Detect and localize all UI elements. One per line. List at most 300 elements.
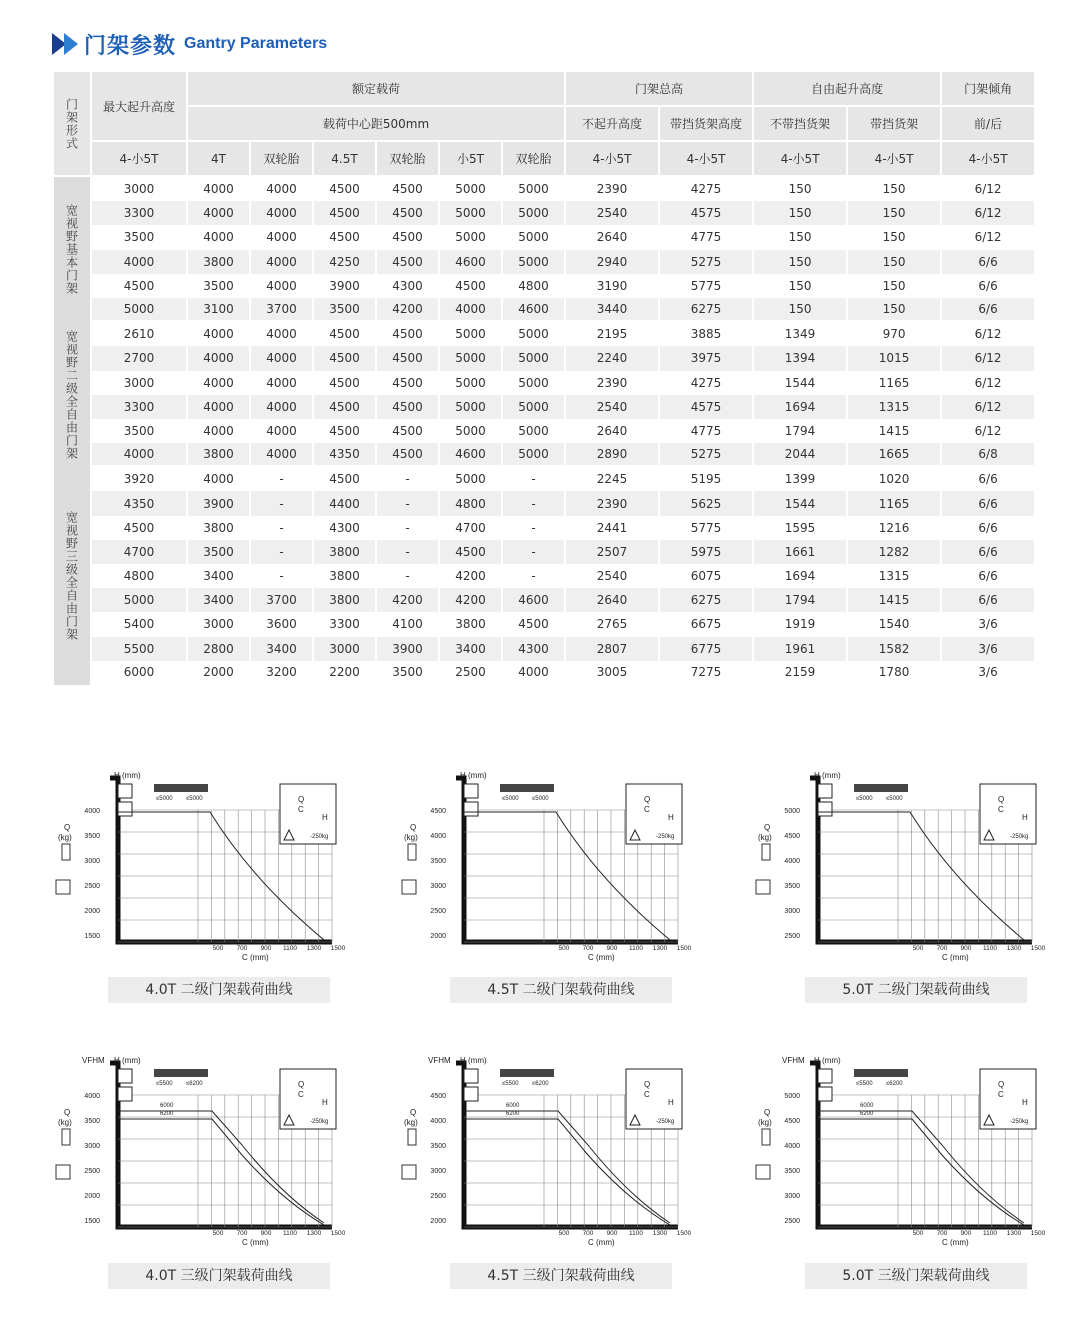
table-cell: 4500 [392,327,423,342]
c-label: C (mm) [588,1238,615,1247]
table-cell: 2245 [596,472,628,487]
inset-h: H [322,1098,328,1107]
table-row [54,346,1034,370]
table-cell: 4350 [314,443,375,467]
table-cell: 1349 [784,327,816,342]
table-cell: 1582 [848,637,940,661]
table-cell: 3/6 [942,637,1034,661]
table-cell: 4500 [123,278,155,293]
inset-h: H [668,1098,674,1107]
table-cell: 4800 [123,569,155,584]
mast-height-label: 6000 [160,1103,174,1109]
table-cell: 4500 [518,617,549,632]
table-cell: 5000 [440,346,501,370]
h-label: H (mm) [460,771,487,780]
subheader-cell: 4-小5T [942,142,1034,177]
table-cell: 4500 [392,423,423,438]
x-tick-label: 1100 [983,1230,997,1237]
q-arrow-icon [762,844,770,860]
y-tick-label: 4500 [430,1093,446,1100]
table-cell: 1961 [754,637,846,661]
height-limit-1: ≤5000 [156,796,173,802]
load-box-icon [56,1165,70,1179]
inset-q: Q [298,795,305,804]
table-cell: 1780 [848,661,940,685]
x-tick-label: 1500 [330,945,346,952]
table-cell: 4500 [123,520,155,535]
x-tick-label: 1500 [676,1230,692,1237]
table-cell: 6/6 [942,250,1034,274]
table-cell: 5000 [455,423,486,438]
table-cell: 5000 [92,588,186,612]
table-cell: 4600 [503,298,564,322]
table-cell: 150 [754,298,846,322]
table-cell: 3100 [188,298,249,322]
load-box-icon [118,802,132,816]
table-cell: - [279,520,284,535]
c-label: C (mm) [588,953,615,962]
table-cell: 3885 [690,327,722,342]
table-cell: 6075 [690,569,722,584]
y-tick-label: 4000 [430,1118,446,1125]
table-row [54,419,1034,443]
header-rated-load: 额定载荷 [188,72,564,107]
table-cell: 3600 [266,617,297,632]
table-cell: 5195 [690,472,722,487]
double-chevron-icon [52,33,76,55]
page-subtitle: Gantry Parameters [184,35,328,52]
inset-warning: -250kg [656,834,675,840]
table-cell: 150 [788,278,812,293]
load-curve-svg [398,770,698,970]
table-cell: 3200 [251,661,312,685]
table-cell: 5000 [455,327,486,342]
table-cell: 4000 [266,423,297,438]
table-cell: 4500 [329,230,360,245]
table-cell: 5775 [690,278,722,293]
table-row [54,661,1034,685]
table-row [54,540,1034,564]
y-tick-label: 3000 [84,858,100,865]
table-cell: 3800 [188,250,249,274]
table-cell: 3190 [596,278,628,293]
gantry-parameter-table [52,72,1036,685]
y-tick-label: 3500 [84,1118,100,1125]
table-cell: 3900 [377,637,438,661]
load-box-icon [464,1069,478,1083]
table-cell: 5000 [503,346,564,370]
table-cell: 2195 [596,327,628,342]
x-tick-label: 500 [558,1230,570,1237]
inset-h: H [1022,813,1028,822]
table-cell: 2640 [566,588,658,612]
table-cell: 4000 [188,346,249,370]
table-cell: 4500 [329,375,360,390]
header-tilt-sub: 前/后 [942,107,1034,142]
height-limit-1: ≤5000 [856,796,873,802]
section-header [52,26,327,62]
x-tick-label: 900 [960,1230,972,1237]
table-row [54,395,1034,419]
table-cell: 6/8 [942,443,1034,467]
table-cell: 3500 [123,423,155,438]
y-tick-label: 5000 [784,1093,800,1100]
table-cell: 1540 [878,617,910,632]
header-mast-type: 门架形式 [54,72,90,177]
y-tick-label: 4500 [430,808,446,815]
table-cell: 3800 [455,617,486,632]
table-cell: - [503,540,564,564]
inset-warning: -250kg [1010,834,1029,840]
y-tick-label: 3500 [430,858,446,865]
table-cell: 3300 [329,617,360,632]
h-label: H (mm) [814,1056,841,1065]
table-cell: 5000 [455,182,486,197]
table-cell: 4000 [251,346,312,370]
y-tick-label: 3000 [784,908,800,915]
table-cell: 150 [788,230,812,245]
load-curve-svg [52,770,352,970]
height-limit-2: ≤5000 [886,796,903,802]
y-tick-label: 2500 [784,933,800,940]
y-tick-label: 2500 [784,1218,800,1225]
table-cell: 4300 [329,520,360,535]
table-cell: - [279,472,284,487]
table-cell: 3900 [188,491,249,515]
table-cell: 1415 [848,588,940,612]
x-tick-label: 700 [936,1230,948,1237]
table-cell: 4000 [503,661,564,685]
table-cell: 2507 [566,540,658,564]
height-limit-2: ≤5000 [532,796,549,802]
q-arrow-icon [408,844,416,860]
table-cell: 4500 [329,327,360,342]
table-cell: 3/6 [978,617,998,632]
table-cell: 150 [848,250,940,274]
inset-warning: -250kg [310,834,329,840]
table-cell: 4000 [251,443,312,467]
table-cell: 6/6 [978,278,998,293]
y-tick-label: 4000 [84,808,100,815]
table-cell: 1661 [754,540,846,564]
x-tick-label: 900 [260,945,272,952]
table-cell: 4775 [690,230,722,245]
table-cell: 2807 [566,637,658,661]
load-curve-chart [398,770,698,974]
table-cell: 4000 [203,327,234,342]
table-cell: 4500 [329,472,360,487]
q-unit-label: (kg) [58,833,72,842]
y-tick-label: 2000 [430,1218,446,1225]
table-cell: 1315 [878,569,910,584]
table-cell: 7275 [660,661,752,685]
table-cell: 6/12 [974,423,1002,438]
table-cell: - [377,540,438,564]
table-cell: 3000 [123,375,155,390]
table-cell: 4500 [329,182,360,197]
subheader-cell: 双轮胎 [251,142,312,177]
table-cell: 3975 [660,346,752,370]
y-tick-label: 2500 [84,883,100,890]
inset-h: H [1022,1098,1028,1107]
table-cell: 4000 [266,182,297,197]
table-cell: 3500 [123,230,155,245]
table-cell: 3900 [329,278,360,293]
x-tick-label: 1100 [283,1230,297,1237]
x-tick-label: 900 [606,1230,618,1237]
table-cell: 2159 [754,661,846,685]
table-cell: 4500 [377,250,438,274]
table-cell: 1794 [754,588,846,612]
vfhm-label: VFHM [428,1056,451,1065]
y-tick-label: 2000 [84,908,100,915]
table-cell: 150 [754,201,846,225]
table-cell: 4000 [203,182,234,197]
table-cell: - [251,491,312,515]
y-tick-label: 4000 [430,833,446,840]
subheader-cell: 双轮胎 [503,142,564,177]
x-tick-label: 900 [960,945,972,952]
x-tick-label: 1500 [1030,1230,1046,1237]
mast-height-label: 6000 [506,1103,520,1109]
table-cell: 150 [848,201,940,225]
table-row [54,177,1034,201]
table-cell: 4500 [377,201,438,225]
height-limit-1: ≤5500 [156,1081,173,1087]
table-cell: 1015 [848,346,940,370]
table-cell: 6275 [660,298,752,322]
table-cell: 6/12 [942,395,1034,419]
table-cell: 1216 [878,520,910,535]
header-extended: 带挡货架高度 [660,107,752,142]
table-cell: 3800 [314,588,375,612]
table-cell: 3800 [188,443,249,467]
table-cell: 5000 [455,375,486,390]
table-cell: 6/6 [978,569,998,584]
x-tick-label: 1300 [1006,945,1022,952]
y-tick-label: 4000 [784,1143,800,1150]
table-cell: 6/12 [974,182,1002,197]
q-label: Q [764,1108,771,1117]
load-curve-line [464,1119,670,1225]
load-curve-chart [52,1055,352,1259]
chart-caption: 4.5T 二级门架载荷曲线 [450,977,672,1003]
x-tick-label: 1100 [629,1230,643,1237]
load-box-icon [756,880,770,894]
table-cell: 3400 [203,569,234,584]
table-cell: 4300 [392,278,423,293]
x-tick-label: 1300 [306,945,322,952]
table-cell: 4400 [314,491,375,515]
c-label: C (mm) [942,1238,969,1247]
load-box-icon [818,1087,832,1101]
inset-h: H [668,813,674,822]
x-tick-label: 1500 [676,945,692,952]
page-title: 门架参数 [84,33,177,59]
table-cell: 5000 [503,250,564,274]
table-cell: 4500 [314,201,375,225]
q-arrow-icon [62,1129,70,1145]
table-cell: 3800 [203,520,234,535]
table-cell: 3400 [251,637,312,661]
inset-c: C [298,1090,304,1099]
table-cell: 1665 [848,443,940,467]
table-cell: 4200 [377,588,438,612]
table-cell: 6675 [690,617,722,632]
load-box-icon [464,802,478,816]
y-tick-label: 4000 [84,1093,100,1100]
height-limit-2: ≤6200 [186,1081,203,1087]
table-cell: 6/6 [978,472,998,487]
table-cell: 2390 [566,491,658,515]
c-label: C (mm) [242,953,269,962]
table-cell: 4000 [266,327,297,342]
table-cell: 4000 [203,472,234,487]
table-cell: 5000 [518,327,549,342]
table-cell: 6000 [92,661,186,685]
table-row [54,274,1034,298]
table-cell: 5775 [690,520,722,535]
y-tick-label: 3500 [84,833,100,840]
table-cell: 3700 [251,298,312,322]
x-tick-label: 1300 [306,1230,322,1237]
table-cell: 5275 [660,443,752,467]
tire-icon [500,784,554,792]
load-curve-svg [752,1055,1052,1255]
table-cell: 5000 [503,201,564,225]
table-cell: 4000 [203,423,234,438]
subheader-cell: 4.5T [314,142,375,177]
table-cell: 5275 [660,250,752,274]
table-row [54,467,1034,491]
table-cell: 1394 [754,346,846,370]
y-tick-label: 3500 [784,883,800,890]
chart-caption: 4.5T 三级门架载荷曲线 [450,1263,672,1289]
table-cell: 6/12 [942,201,1034,225]
table-cell: 3000 [203,617,234,632]
mast-height-label: 6200 [506,1111,520,1117]
q-arrow-icon [62,844,70,860]
table-cell: 5000 [503,395,564,419]
table-cell: 150 [788,182,812,197]
table-cell: 4200 [377,298,438,322]
load-box-icon [464,784,478,798]
table-cell: 1919 [784,617,816,632]
table-row [54,612,1034,636]
load-box-icon [118,784,132,798]
load-curve-chart [398,1055,698,1259]
header-max-lift: 最大起升高度 [92,72,186,142]
height-limit-2: ≤6200 [886,1081,903,1087]
tire-icon [854,1069,908,1077]
header-overall-height: 门架总高 [566,72,752,107]
table-cell: - [531,472,536,487]
group-label: 宽视野二级全自由门架 [54,322,90,467]
table-cell: 5000 [92,298,186,322]
q-label: Q [64,1108,71,1117]
y-tick-label: 1500 [84,1218,100,1225]
x-tick-label: 1100 [983,945,997,952]
subheader-cell: 4-小5T [848,142,940,177]
h-label: H (mm) [114,771,141,780]
x-tick-label: 700 [236,945,248,952]
x-tick-label: 1100 [629,945,643,952]
table-cell: 6275 [660,588,752,612]
inset-warning: -250kg [656,1119,675,1125]
table-cell: - [377,491,438,515]
table-cell: 4500 [314,395,375,419]
table-cell: 6/6 [942,298,1034,322]
table-cell: 4275 [690,182,722,197]
load-box-icon [464,1087,478,1101]
table-cell: 1544 [784,375,816,390]
load-box-icon [56,880,70,894]
table-cell: 3500 [377,661,438,685]
table-cell: 4350 [92,491,186,515]
load-box-icon [818,1069,832,1083]
table-cell: 4500 [314,346,375,370]
inset-h: H [322,813,328,822]
table-cell: - [251,540,312,564]
table-row [54,225,1034,249]
load-curve-line [818,1119,1024,1225]
table-cell: 4775 [690,423,722,438]
load-box-icon [118,1087,132,1101]
tire-icon [154,1069,208,1077]
table-cell: 3500 [203,278,234,293]
x-tick-label: 500 [212,1230,224,1237]
table-cell: 4600 [440,250,501,274]
table-cell: 1415 [878,423,910,438]
table-row [54,637,1034,661]
c-label: C (mm) [242,1238,269,1247]
table-cell: 4700 [455,520,486,535]
table-cell: 3300 [92,201,186,225]
load-curve-line [118,1119,324,1225]
y-tick-label: 5000 [784,808,800,815]
tire-icon [854,784,908,792]
table-cell: 2000 [188,661,249,685]
table-cell: 2610 [123,327,155,342]
table-cell: 1694 [754,395,846,419]
height-limit-2: ≤6200 [532,1081,549,1087]
y-tick-label: 4500 [784,833,800,840]
table-cell: 5500 [92,637,186,661]
table-cell: - [405,569,410,584]
subheader-cell: 4-小5T [566,142,658,177]
table-cell: 4000 [266,278,297,293]
inset-c: C [644,1090,650,1099]
table-cell: 6/12 [942,346,1034,370]
subheader-cell: 4-小5T [92,142,186,177]
y-tick-label: 3500 [784,1168,800,1175]
table-cell: 150 [754,250,846,274]
table-cell: 2390 [596,182,628,197]
table-cell: 6/6 [942,588,1034,612]
table-cell: 4000 [251,201,312,225]
table-cell: 3500 [188,540,249,564]
table-cell: 6/6 [978,520,998,535]
table-cell: 4500 [377,443,438,467]
mast-height-label: 6000 [860,1103,874,1109]
height-limit-2: ≤5000 [186,796,203,802]
table-cell: 4000 [92,443,186,467]
mast-height-label: 6200 [160,1111,174,1117]
table-cell: 970 [882,327,906,342]
load-box-icon [818,784,832,798]
table-cell: 1315 [848,395,940,419]
table-row [54,201,1034,225]
